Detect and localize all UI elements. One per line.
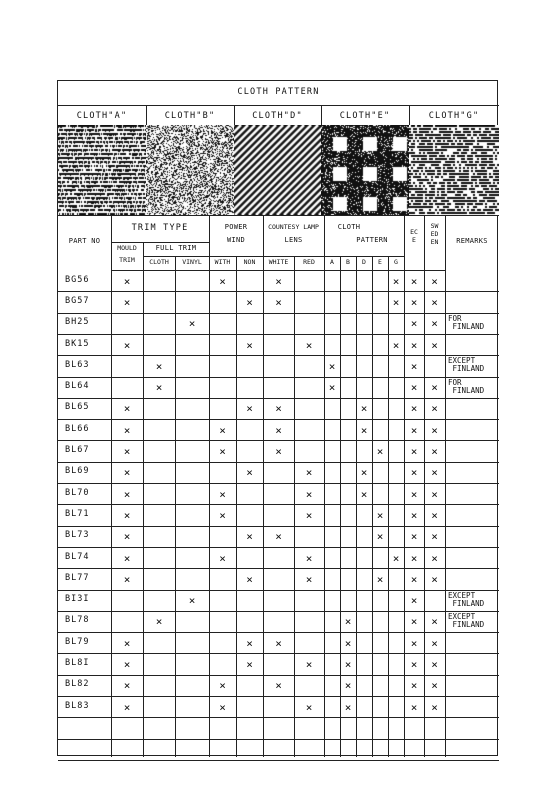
grid-line (58, 462, 499, 463)
grid-line (58, 611, 499, 612)
check-mark: × (344, 700, 352, 714)
sweden-header: SWEDEN (430, 222, 439, 246)
check-mark: × (410, 359, 418, 373)
grid-line (111, 270, 445, 271)
grid-line (58, 215, 499, 216)
fabric-swatch-image (58, 125, 146, 215)
check-mark: × (410, 445, 418, 459)
check-mark: × (123, 338, 131, 352)
check-mark: × (392, 295, 400, 309)
check-mark: × (410, 636, 418, 650)
check-mark: × (410, 700, 418, 714)
check-mark: × (431, 317, 438, 331)
check-mark: × (431, 295, 438, 309)
check-mark: × (360, 423, 368, 437)
check-mark: × (219, 508, 226, 522)
check-mark: × (246, 295, 253, 309)
fabric-swatch-image (234, 125, 321, 215)
check-mark: × (123, 508, 131, 522)
check-mark: × (410, 508, 418, 522)
check-mark: × (305, 551, 313, 565)
grid-line (58, 632, 499, 633)
check-mark: × (188, 317, 196, 331)
check-mark: × (431, 445, 438, 459)
grid-line (58, 377, 499, 378)
check-mark: × (246, 658, 253, 672)
part-number: BL77 (65, 572, 90, 583)
part-number: BL70 (65, 487, 90, 498)
check-mark: × (155, 381, 163, 395)
pattern-letter-header: E (378, 258, 382, 266)
part-number: BK15 (65, 338, 90, 349)
grid-line (58, 504, 499, 505)
pattern-letter-header: A (330, 258, 334, 266)
grid-line (388, 256, 389, 757)
fabric-swatch-image (321, 125, 409, 215)
check-mark: × (275, 445, 282, 459)
fabric-swatch-image (409, 125, 499, 215)
pattern-letter-header: G (394, 258, 398, 266)
check-mark: × (275, 530, 282, 544)
check-mark: × (155, 615, 163, 629)
check-mark: × (431, 274, 438, 288)
check-mark: × (123, 572, 131, 586)
part-no-header: PART NO (68, 237, 101, 245)
check-mark: × (410, 594, 418, 608)
check-mark: × (123, 487, 131, 501)
check-mark: × (123, 658, 131, 672)
power-wind-header: WIND (226, 236, 246, 244)
mould-trim-header: TRIM (119, 256, 135, 264)
grid-line (58, 105, 499, 106)
check-mark: × (410, 466, 418, 480)
grid-line (58, 547, 499, 548)
check-mark: × (410, 615, 418, 629)
part-number: BL73 (65, 530, 90, 541)
check-mark: × (123, 402, 131, 416)
check-mark: × (219, 679, 226, 693)
cloth-name: CLOTH"G" (428, 111, 480, 121)
part-number: BL65 (65, 402, 90, 413)
grid-line (356, 256, 357, 757)
remarks-cell: FOR FINLAND (448, 377, 485, 395)
courtesy-lamp-header: COUNTESY LAMP (268, 223, 319, 231)
cloth-name: CLOTH"A" (76, 111, 128, 121)
part-number: BL64 (65, 381, 90, 392)
check-mark: × (431, 530, 438, 544)
power-wind-header: POWER (224, 223, 248, 231)
check-mark: × (431, 466, 438, 480)
check-mark: × (305, 700, 313, 714)
part-number: BH25 (65, 317, 90, 328)
fabric-swatch-image (146, 125, 234, 215)
part-number: BI3I (65, 594, 90, 605)
check-mark: × (410, 679, 418, 693)
check-mark: × (123, 700, 131, 714)
check-mark: × (246, 466, 253, 480)
check-mark: × (305, 338, 313, 352)
cloth-name: CLOTH"D" (252, 111, 303, 121)
grid-line (58, 398, 499, 399)
table-title: CLOTH PATTERN (237, 87, 320, 97)
check-mark: × (431, 423, 438, 437)
check-mark: × (275, 679, 282, 693)
check-mark: × (410, 423, 418, 437)
check-mark: × (275, 295, 282, 309)
check-mark: × (410, 274, 418, 288)
cloth-pattern-header: CLOTH (337, 223, 361, 231)
check-mark: × (431, 487, 438, 501)
grid-line (209, 256, 324, 257)
check-mark: × (410, 551, 418, 565)
part-number: BL66 (65, 423, 90, 434)
check-mark: × (123, 445, 131, 459)
grid-line (58, 590, 499, 591)
check-mark: × (431, 658, 438, 672)
grid-line (58, 334, 499, 335)
part-number: BL63 (65, 359, 90, 370)
check-mark: × (123, 295, 131, 309)
check-mark: × (344, 679, 352, 693)
check-mark: × (123, 679, 131, 693)
check-mark: × (275, 402, 282, 416)
check-mark: × (123, 274, 131, 288)
check-mark: × (219, 445, 226, 459)
grid-line (58, 419, 499, 420)
check-mark: × (246, 636, 253, 650)
check-mark: × (123, 551, 131, 565)
check-mark: × (344, 636, 352, 650)
check-mark: × (410, 338, 418, 352)
check-mark: × (410, 658, 418, 672)
cloth-pattern-header: PATTERN (356, 236, 388, 244)
lens-white-header: WHITE (268, 258, 289, 266)
check-mark: × (431, 679, 438, 693)
part-number: BG56 (65, 274, 90, 285)
part-number: BL69 (65, 466, 90, 477)
grid-line (58, 653, 499, 654)
grid-line (58, 760, 499, 761)
courtesy-lamp-header: LENS (284, 236, 303, 244)
part-number: BL78 (65, 615, 90, 626)
grid-line (236, 256, 237, 757)
remarks-header: REMARKS (456, 237, 488, 245)
grid-line (58, 526, 499, 527)
cloth-name: CLOTH"E" (339, 111, 391, 121)
grid-line (58, 696, 499, 697)
grid-line (58, 355, 499, 356)
check-mark: × (360, 466, 368, 480)
check-mark: × (431, 402, 438, 416)
grid-line (58, 568, 499, 569)
check-mark: × (431, 551, 438, 565)
check-mark: × (305, 487, 313, 501)
part-number: BL83 (65, 700, 90, 711)
check-mark: × (344, 615, 352, 629)
check-mark: × (410, 295, 418, 309)
check-mark: × (275, 274, 282, 288)
check-mark: × (246, 572, 253, 586)
grid-line (58, 313, 499, 314)
ece-header: ECE (410, 228, 418, 244)
check-mark: × (410, 402, 418, 416)
grid-line (372, 256, 373, 757)
grid-line (175, 256, 176, 757)
grid-line (143, 242, 144, 757)
check-mark: × (305, 466, 313, 480)
check-mark: × (431, 338, 438, 352)
part-number: BL74 (65, 551, 90, 562)
check-mark: × (392, 551, 400, 565)
check-mark: × (328, 359, 336, 373)
part-number: BL67 (65, 445, 90, 456)
check-mark: × (246, 530, 253, 544)
check-mark: × (376, 572, 384, 586)
check-mark: × (431, 381, 438, 395)
check-mark: × (305, 572, 313, 586)
pattern-letter-header: D (362, 258, 366, 266)
grid-line (324, 256, 404, 257)
check-mark: × (410, 572, 418, 586)
remarks-cell: FOR FINLAND (448, 313, 485, 331)
check-mark: × (410, 530, 418, 544)
mould-trim-header: MOULD (117, 244, 137, 252)
check-mark: × (376, 530, 384, 544)
grid-line (294, 256, 295, 757)
check-mark: × (188, 594, 196, 608)
check-mark: × (123, 423, 131, 437)
grid-line (58, 440, 499, 441)
full-trim-header: FULL TRIM (155, 244, 197, 252)
part-number: BL82 (65, 679, 90, 690)
grid-line (58, 717, 499, 718)
grid-line (58, 483, 499, 484)
grid-line (58, 675, 499, 676)
pattern-letter-header: B (346, 258, 350, 266)
part-number: BL8I (65, 658, 90, 669)
part-number: BL79 (65, 636, 90, 647)
check-mark: × (392, 338, 400, 352)
grid-line (58, 739, 499, 740)
check-mark: × (360, 487, 368, 501)
check-mark: × (431, 700, 438, 714)
check-mark: × (305, 658, 313, 672)
grid-line (143, 256, 209, 257)
remarks-cell: EXCEPT FINLAND (448, 590, 485, 608)
power-wind-with-header: WITH (214, 258, 231, 266)
cloth-pattern-table (57, 80, 498, 756)
check-mark: × (410, 317, 418, 331)
check-mark: × (275, 423, 282, 437)
check-mark: × (376, 445, 384, 459)
part-number: BL71 (65, 508, 90, 519)
check-mark: × (219, 423, 226, 437)
check-mark: × (123, 530, 131, 544)
check-mark: × (305, 508, 313, 522)
check-mark: × (376, 508, 384, 522)
check-mark: × (410, 487, 418, 501)
check-mark: × (360, 402, 368, 416)
check-mark: × (123, 466, 131, 480)
check-mark: × (344, 658, 352, 672)
check-mark: × (431, 572, 438, 586)
check-mark: × (155, 359, 163, 373)
check-mark: × (410, 381, 418, 395)
check-mark: × (219, 551, 226, 565)
check-mark: × (328, 381, 336, 395)
check-mark: × (431, 615, 438, 629)
check-mark: × (246, 338, 253, 352)
power-wind-non-header: NON (243, 258, 256, 266)
remarks-cell: EXCEPT FINLAND (448, 611, 485, 629)
lens-red-header: RED (303, 258, 315, 266)
part-number: BG57 (65, 295, 90, 306)
check-mark: × (219, 700, 226, 714)
check-mark: × (246, 402, 253, 416)
full-trim-vinyl-header: VINYL (182, 258, 202, 266)
check-mark: × (219, 274, 226, 288)
cloth-name: CLOTH"B" (164, 111, 216, 121)
check-mark: × (275, 636, 282, 650)
check-mark: × (219, 487, 226, 501)
trim-type-header: TRIM TYPE (131, 223, 189, 233)
check-mark: × (431, 508, 438, 522)
check-mark: × (123, 636, 131, 650)
grid-line (111, 242, 209, 243)
grid-line (58, 291, 499, 292)
check-mark: × (431, 636, 438, 650)
full-trim-cloth-header: CLOTH (149, 258, 169, 266)
remarks-cell: EXCEPT FINLAND (448, 356, 485, 374)
check-mark: × (392, 274, 400, 288)
